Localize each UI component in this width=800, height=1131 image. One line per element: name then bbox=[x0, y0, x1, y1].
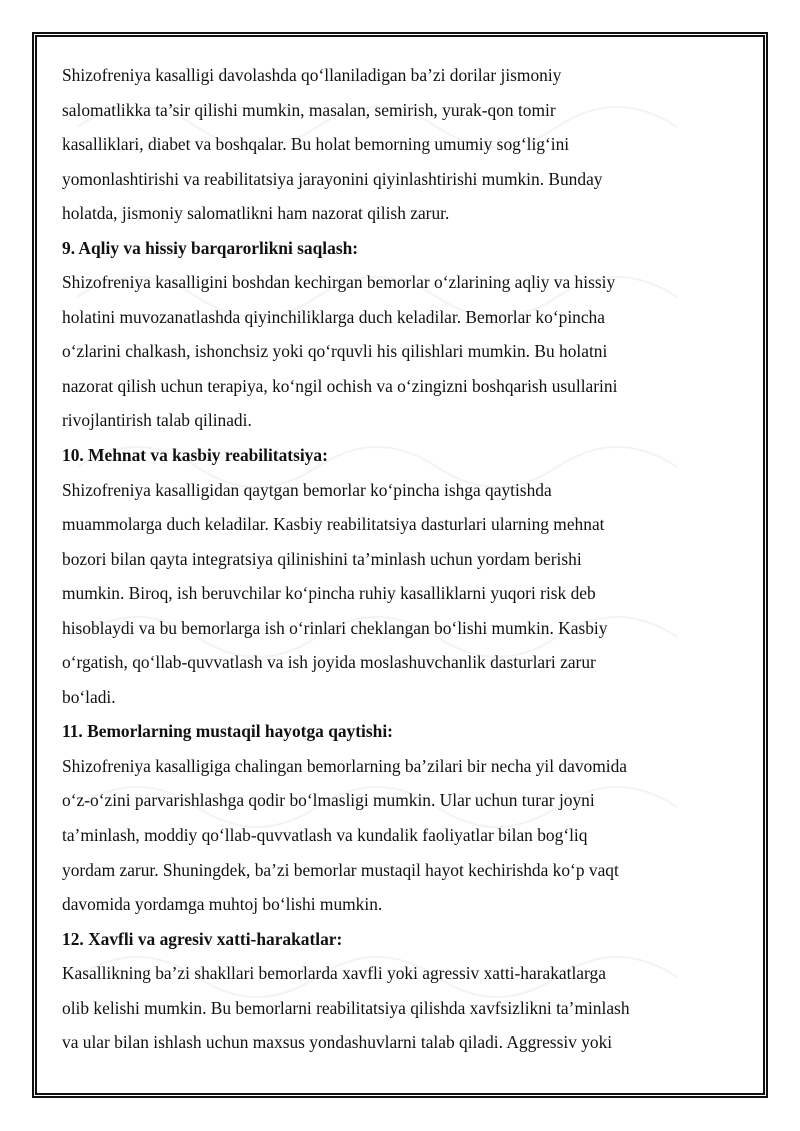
paragraph-line: Kasallikning ba’zi shakllari bemorlarda xavfli yoki agressiv xatti-harakatlarga bbox=[62, 963, 606, 984]
paragraph-line: Shizofreniya kasalligidan qaytgan bemorlar ko‘pincha ishga qaytishda bbox=[62, 479, 552, 500]
paragraph-line: va ular bilan ishlash uchun maxsus yondashuvlarni talab qiladi. Aggressiv yoki bbox=[62, 1032, 613, 1053]
paragraph-line: yomonlashtirishi va reabilitatsiya jarayonini qiyinlashtirishi mumkin. Bunday bbox=[62, 168, 603, 189]
paragraph bbox=[62, 749, 752, 922]
paragraph-line: nazorat qilish uchun terapiya, ko‘ngil ochish va o‘zingizni boshqarish usullarini bbox=[62, 375, 618, 396]
section-heading: 12. Xavfli va agresiv xatti-harakatlar: bbox=[62, 928, 343, 949]
paragraph bbox=[62, 956, 752, 1060]
paragraph bbox=[62, 265, 752, 438]
paragraph-line: o‘rgatish, qo‘llab-quvvatlash va ish joyida moslashuvchanlik dasturlari zarur bbox=[62, 652, 596, 673]
paragraph-line: Shizofreniya kasalligini boshdan kechirgan bemorlar o‘zlarining aqliy va hissiy bbox=[62, 272, 616, 293]
paragraph-line: bozori bilan qayta integratsiya qilinishini ta’minlash uchun yordam berishi bbox=[62, 548, 582, 569]
paragraph-line: rivojlantirish talab qilinadi. bbox=[62, 410, 252, 431]
paragraph-line: yordam zarur. Shuningdek, ba’zi bemorlar mustaqil hayot kechirishda ko‘p vaqt bbox=[62, 859, 619, 880]
paragraph-line: mumkin. Biroq, ish beruvchilar ko‘pincha ruhiy kasalliklarni yuqori risk deb bbox=[62, 583, 596, 604]
paragraph bbox=[62, 473, 752, 715]
paragraph-line: davomida yordamga muhtoj bo‘lishi mumkin. bbox=[62, 894, 383, 915]
document-body bbox=[62, 58, 752, 1060]
page-border-frame bbox=[32, 32, 768, 1098]
paragraph-line: o‘z-o‘zini parvarishlashga qodir bo‘lmasligi mumkin. Ular uchun turar joyni bbox=[62, 790, 595, 811]
section-heading: 9. Aqliy va hissiy barqarorlikni saqlash: bbox=[62, 237, 359, 258]
paragraph-line: olib kelishi mumkin. Bu bemorlarni reabilitatsiya qilishda xavfsizlikni ta’minlash bbox=[62, 997, 630, 1018]
paragraph-line: Shizofreniya kasalligiga chalingan bemorlarning ba’zilari bir necha yil davomida bbox=[62, 755, 627, 776]
paragraph-line: o‘zlarini chalkash, ishonchsiz yoki qo‘rquvli his qilishlari mumkin. Bu holatni bbox=[62, 341, 608, 362]
paragraph-line: ta’minlash, moddiy qo‘llab-quvvatlash va kundalik faoliyatlar bilan bog‘liq bbox=[62, 825, 588, 846]
paragraph-line: salomatlikka ta’sir qilishi mumkin, masalan, semirish, yurak-qon tomir bbox=[62, 99, 556, 120]
paragraph-line: muammolarga duch keladilar. Kasbiy reabilitatsiya dasturlari ularning mehnat bbox=[62, 514, 605, 535]
section-heading: 10. Mehnat va kasbiy reabilitatsiya: bbox=[62, 445, 328, 466]
paragraph-line: holatda, jismoniy salomatlikni ham nazorat qilish zarur. bbox=[62, 203, 450, 224]
paragraph-line: Shizofreniya kasalligi davolashda qo‘llaniladigan ba’zi dorilar jismoniy bbox=[62, 65, 562, 85]
paragraph-line: holatini muvozanatlashda qiyinchiliklarga duch keladilar. Bemorlar ko‘pincha bbox=[62, 306, 605, 327]
paragraph bbox=[62, 58, 752, 231]
paragraph-line: hisoblaydi va bu bemorlarga ish o‘rinlari cheklangan bo‘lishi mumkin. Kasbiy bbox=[62, 617, 608, 638]
paragraph-line: kasalliklari, diabet va boshqalar. Bu holat bemorning umumiy sog‘lig‘ini bbox=[62, 134, 570, 155]
paragraph-line: bo‘ladi. bbox=[62, 686, 116, 707]
section-heading: 11. Bemorlarning mustaqil hayotga qaytishi: bbox=[62, 721, 393, 742]
